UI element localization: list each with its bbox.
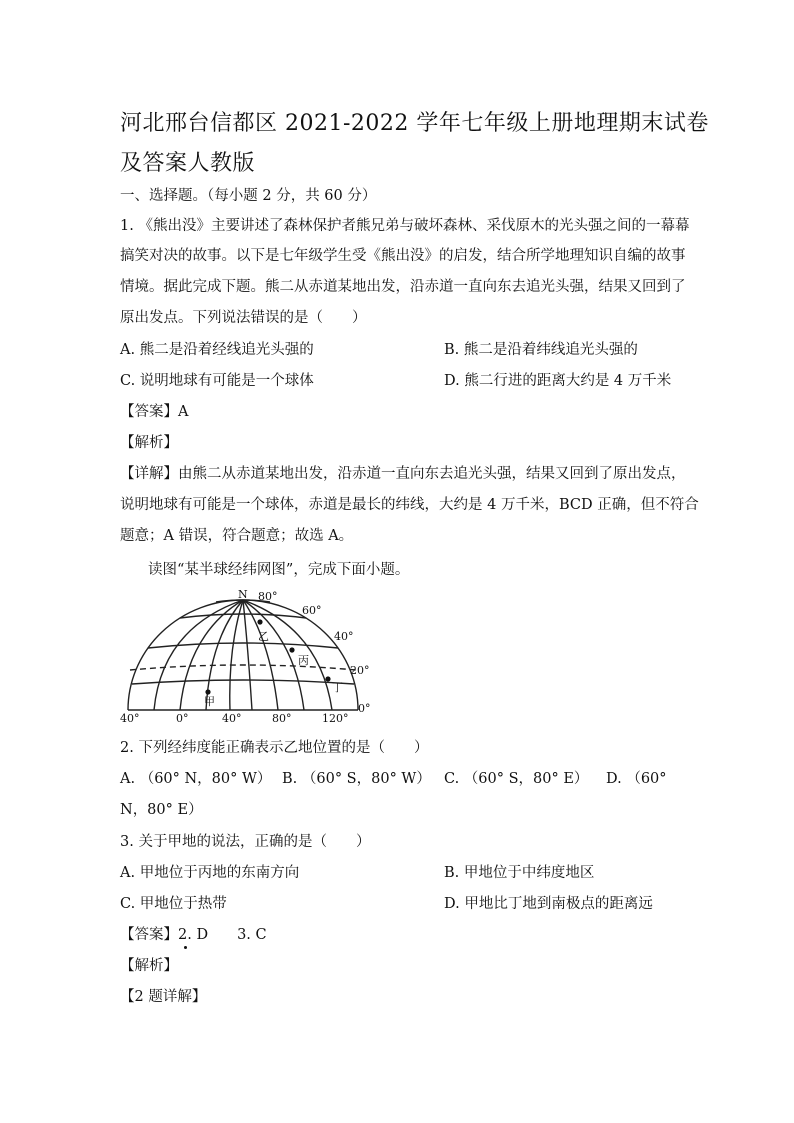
map-lon-label-2: 0° [176, 712, 189, 724]
q1-line-2: 搞笑对决的故事。以下是七年级学生受《熊出没》的启发，结合所学地理知识自编的故事 [120, 248, 686, 264]
map-lon-label-3: 40° [222, 712, 242, 724]
q3-option-c: C. 甲地位于热带 [120, 896, 227, 912]
analysis-2: 【解析】 [120, 958, 178, 974]
q1-line-1: 1. 《熊出没》主要讲述了森林保护者熊兄弟与破坏森林、采伐原木的光头强之间的一幕幕 [120, 218, 690, 234]
q3-option-b: B. 甲地位于中纬度地区 [444, 865, 595, 881]
place-dot-jia [205, 689, 210, 694]
detail-2-header: 【2 题详解】 [120, 989, 207, 1005]
q1-option-c: C. 说明地球有可能是一个球体 [120, 373, 314, 389]
map-lat-label-20: 20° [350, 664, 370, 677]
map-parallel-60 [180, 614, 306, 618]
map-graticule [128, 600, 358, 710]
map-meridian-3 [206, 600, 243, 710]
q1-option-b: B. 熊二是沿着纬线追光头强的 [444, 342, 638, 358]
map-parallel-20 [132, 680, 354, 684]
map-place-jia: 甲 [204, 695, 215, 708]
q1-detail-line-2: 说明地球有可能是一个球体，赤道是最长的纬线，大约是 4 万千米，BCD 正确，但不符合 [120, 497, 699, 513]
q1-answer: 【答案】A [120, 404, 189, 420]
map-place-ding: 丁 [332, 681, 343, 694]
q3-option-d: D. 甲地比丁地到南极点的距离远 [444, 896, 653, 912]
place-dot-yi [257, 619, 262, 624]
answer-2-3: 【答案】2. D 3. C [120, 927, 267, 943]
q2-options-row [120, 769, 271, 789]
q3-option-a: A. 甲地位于丙地的东南方向 [120, 865, 300, 881]
map-intro: 读图“某半球经纬网图”，完成下面小题。 [148, 562, 410, 578]
emphasis-dot [184, 946, 187, 949]
map-meridian-5 [243, 600, 252, 710]
q2-option-a: A. （60° N，80° W） [120, 771, 272, 787]
map-place-yi: 乙 [258, 630, 269, 643]
q1-detail-line-1: 【详解】由熊二从赤道某地出发，沿赤道一直向东去追光头强，结果又回到了原出发点， [120, 466, 686, 482]
q1-analysis: 【解析】 [120, 435, 178, 451]
map-lon-label-4: 80° [272, 712, 292, 724]
place-dot-bing [289, 647, 294, 652]
map-lon-label-1: 40° [120, 712, 140, 724]
q1-line-3: 情境。据此完成下题。熊二从赤道某地出发，沿赤道一直向东去追光头强，结果又回到了 [120, 279, 686, 295]
map-lat-label-60: 60° [302, 604, 322, 617]
document-title-line2: 及答案人教版 [120, 151, 256, 176]
place-dot-ding [325, 676, 330, 681]
q2-option-d-part1: D. （60° [606, 771, 667, 787]
q1-option-a: A. 熊二是沿着经线追光头强的 [120, 342, 314, 358]
map-lat-label-40: 40° [334, 630, 354, 643]
q1-detail-line-3: 题意；A 错误，符合题意；故选 A。 [120, 528, 354, 544]
q1-option-d: D. 熊二行进的距离大约是 4 万千米 [444, 373, 672, 389]
hemisphere-graticule-map [118, 588, 380, 724]
map-outline [128, 600, 358, 710]
section-header: 一、选择题。（每小题 2 分，共 60 分） [120, 188, 377, 204]
q2-option-d-part2: N，80° E） [120, 802, 203, 818]
q2-option-b: B. （60° S，80° W） [282, 771, 431, 787]
q1-line-4: 原出发点。下列说法错误的是（ ） [120, 310, 367, 326]
map-place-bing: 丙 [298, 654, 309, 667]
map-lat-label-80: 80° [258, 590, 278, 603]
q3-stem: 3. 关于甲地的说法，正确的是（ ） [120, 834, 371, 850]
map-lon-label-5: 120° [322, 712, 349, 724]
map-label-pole: N [238, 588, 248, 601]
document-title-line1: 河北邢台信都区 2021-2022 学年七年级上册地理期末试卷 [120, 111, 709, 136]
q2-stem: 2. 下列经纬度能正确表示乙地位置的是（ ） [120, 740, 429, 756]
q2-option-c: C. （60° S，80° E） [444, 771, 589, 787]
map-lat-label-0: 0° [358, 702, 371, 715]
